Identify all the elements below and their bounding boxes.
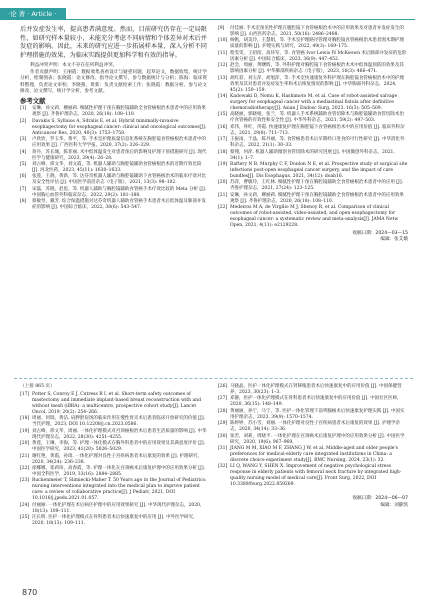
reference-number: [4] [20,149,27,155]
reference-item [20,199,207,211]
reference-item [218,434,408,446]
reference-item [218,162,408,180]
reference-number: [19] [20,428,30,434]
reference-item [20,441,207,453]
upper-left-column [20,26,207,212]
reference-number: [16] [218,124,228,130]
reference-text: 徐娜娜，崔莉珍，高春霞，等. 护理一体化在宫颈癌术后康复护理中的应用效果分析 [J]. 中国全科医学，2019, 33(16): 2884–2885. [32,465,206,477]
lower-right-column [218,384,408,509]
reference-text: 谢红艳，黄霞，孙琦. 一体化护理对良性子宫疾病患者术后康复的效果 [J]. 护理研究，2020, 34(24): 236–238. [32,453,202,465]
reference-number: [27] [218,396,228,402]
reference-text: 苏萍，曹敏玲，王红林. 细腻性护理干预在胸腔镜辅助全食管癌根治术患者中的应用 [J]. 齐鲁护理杂志，2021, 27(24): 123–125. [230,180,404,192]
received-date: 收稿日期：2024—03—15 [352,231,408,237]
reference-number: [10] [218,38,228,44]
reference-number: [20] [218,180,228,186]
reference-number: [19] [218,161,228,167]
reference-list [218,384,408,488]
reference-number: [8] [20,199,27,205]
reference-number: [21] [218,192,228,198]
reference-text: 邓伟，佟红，佟霞. 快速康复护理在胸腔镜下食管癌根治术中的应用价值 [J]. 临床外科杂志，2021, 29(8): 711–713. [230,124,405,136]
reference-item [20,137,207,149]
reference-text: 张若，刘莉，周晓平. 一体化护理在宫颈癌术后康复护理中的应用效果分析 [J]. 中国医学研究，2020, 19(6): 967–969. [230,433,405,445]
reference-item [20,119,207,137]
reference-text: 安琳，孙文莉，柳丽莉. 细腻性护理干预在胸腔镜辅助全食管癌根治术患者中的应用效果观察 [J]. 齐鲁护理杂志，2020, 26(18): 108–110. [230,192,404,204]
reference-text: 黄莲，王琳，李海，等. 护理一体化模式在胸外科患者中的应用效果及其满意度评价 [J]. 中国医学研究，2023, 41(20): 5026–5029. [32,441,206,453]
reference-number: [25] [20,515,30,521]
reference-item [20,454,207,466]
body-paragraph: 后并发症发生率，提高患者满意度。然而，目前研究仍存在一定局限性，如研究样本量较小，未能充分考虑不同病情和个体差异对术后并发症的影响。因此，未来的研究应进一步拓展样本量，深入分析不同护理措施的效果，为临床实践提供更加科学和有效的指导。 [20,26,207,59]
reference-number: [22] [218,205,228,211]
reference-item [20,503,207,515]
reference-text: LI Q, WANG Y, SHEN X. Improvement of negative psychological stress response in elderly patients with femoral neck fracture by integrated high-quality nursing model of medical care[J]. Front Surg, 2022, DOI 10.3389/fsurg.2022.859269. [230,464,402,488]
reference-text: JIANG M M, XIAO M F, ZHANG J W, et al. Middle-aged and older people's preferences for medical-elderly care integrated institutions in China: a discrete choice experiment study[J]. BMC Nursing, 2024, 23(1): 32. [230,445,398,463]
reference-text: 杨帆，胡美玲，王慧娟，等. 手术室护理路径管理对胸腔镜食管癌根治术患者围术期护理质量的影响 [J]. 护理实践与研究，2022, 49(3): 169–175. [230,38,404,50]
reference-item [20,478,207,502]
reference-number: [26] [218,384,228,389]
header-rule [0,19,415,20]
reference-text: 安琳，孙文莉，柳丽莉. 细腻性护理干预在胸腔镜辅助全食管癌根治术患者中的应用效果观察 [J]. 齐鲁护理杂志，2020, 26(18): 108–110. [32,106,206,118]
reference-item [218,464,408,488]
reference-number: [5] [20,161,27,167]
reference-item [218,137,408,149]
reference-number: [1] [20,106,27,112]
reference-text: 高晓丽，郭晓娟，张兰，等. 机器人手术系统辅助食管切除术与胸腔镜辅助食管切除术治疗食管癌的有效性和安全性 [J]. 中华外科杂志，2021, 59(2): 497–503. [230,112,404,124]
references-heading: 参考文献 [20,97,46,106]
reference-item [218,125,408,137]
reference-item [218,51,408,63]
conflict-statement: 利益冲突声明：本文不存在任何利益冲突。 [30,63,118,69]
reference-list [20,106,207,211]
reference-text: 蔡敏琴，戴芳. 综合保温措施对达芬奇机器人辅助食管癌手术患者术后低体温及肺部并发症的影响 [J]. 中国综合临床，2022, 38(6): 543–547. [32,199,206,211]
reference-item [20,429,207,441]
reference-item [218,421,408,433]
reference-text: 卢欣欣，罗玉华，黄平，等. 手术室护理质量信息化系统在胸腔镜食管癌根治术患者中的应用效果 [J]. 广西医科大学学报，2020, 37(2): 326–329. [32,137,206,149]
section-tag: ·论 著 · Article · [0,8,66,20]
reference-number: [23] [20,478,30,484]
reference-text: 赵会，周丽，黄曙辉，等. 外科护理对胸腔镜下食管癌根治术术中低体温预防的效果及其影响因素分析 [J]. 中华肺部疾病杂志（电子版），2023, 16(3): 466–471. [230,63,404,75]
reference-item [218,63,408,75]
reference-item [218,384,408,396]
page-number: 870 [22,588,38,597]
reference-number: [31] [218,445,228,451]
reference-text: 付丽丽. 一体化护理在术后病区护理中的应用效果研究 [J]. 中华现代护理杂志，2020, 18(13): 109–111. [32,502,202,514]
reference-text: 宋磊，苏晓，赵思，等. 机器人辅助与胸腔镜辅助食管癌手术疗效比较的 Meta 分析 [J]. 中国胸心血管外科临床杂志，2022, 29(2): 181–188. [32,186,207,198]
reference-number: [18] [218,149,228,155]
reference-text: 陈婷婷，苏小雪，刘丽. 一体化护理对良性子宫疾病患者术后康复的效果 [J]. 护理学杂志，2020, 34(14): 33–36. [230,421,400,433]
reference-text: 周丽、何瑞、黄洁. 肩胛舒肩汤的临床作用在慢性胃炎术后患者临床开放研究的价值 [J]. 当代护理，2023, DOI 10.12208/j.cn.2023.0586. [32,416,206,428]
reference-number: [29] [218,421,228,427]
reference-text: Kadowaki D, Nomu K, Hashimoto M, et al. Case of robot-assisted salvage surgery for esophageal cancer with a mediastinal fistula after definitive chemoradiotherapy[J]. Asian J Endosc Surg, 2023, 16(3): 505–509. [230,93,398,111]
reference-text: 张莲，王晓，黄新，等. 达芬奇机器人辅助与胸腔镜辅助下食管癌根治术的临床疗效对比及安全性评估 [J]. 中国医学前沿杂志（电子版），2021, 13(3): 98–102. [32,174,206,186]
reference-item [218,38,408,50]
reference-text: 刘占峰，邢文华，刘文霞，等. 机器人辅助与胸腔镜辅助食管癌根治术的近期疗效比较 [J]. 河北医药，2023, 45(11): 1630–1633. [32,161,202,173]
reference-text: 黄丽丽，孙宁，马宁，等. 医护一体化管理下前列腺癌术后快速康复护理实践 [J]. 中国实用护理杂志，2023, 39(9): 1570–1574. [230,408,405,420]
reference-number: [20] [20,441,30,447]
reference-item [20,466,207,478]
reference-number: [22] [20,465,30,471]
reference-number: [14] [218,93,228,99]
reference-item [218,446,408,464]
reference-number: [9] [218,26,225,31]
reference-text: 蔡翔，何萍. 机器人辅助微创食管切除术的研究进展 [J]. 中国微创外科杂志，2021, 34(1): 1–7. [230,149,395,161]
reference-text: 付佳丽. 手术室预见性护理在腹腔镜下食管癌根治术中的应用效果及对患者并发症发生的影响 [J]. 山西医药杂志，2021, 50(16): 2486–2488. [230,26,404,37]
reference-number: [13] [218,75,228,81]
reference-text: 马晓晶，医护一体化护理模式在肾移植患者术后快速康复中的应用价值 [J]. 中国保健营养，2023, 30(23): 1–3. [230,384,402,395]
reference-number: [11] [218,50,228,56]
reference-text: Ruckenmeier T, Slimiecki-Maher T. 50 Years ago in the Journal of Pediatrics: nursing interventions integrated into the medical plan to improve patient care: a review of collaborative practice[J]. J Pediatr, 2021, DOI 10.1016/j.jpeds.2021.01.057. [32,478,207,502]
reference-item [218,76,408,94]
reference-item [20,187,207,199]
reference-number: [12] [218,63,228,69]
reference-text: 蒋丹，苏长城，陈菲丽. 术中低体温发生对患者预后的影响及护理干预措施研究 [J]. 现代医学与健康研究，2023, 29(4): 26–28. [32,149,207,161]
reference-number: [17] [20,392,30,397]
reference-text: 邓静，医护一体化护理模式在骨科患者术后快速康复中的应用价值 [J]. 中国社区医师，2020, 36(15): 148–149. [230,396,402,408]
reference-item [218,193,408,205]
section-divider [14,378,413,379]
reference-number: [3] [20,137,27,143]
article-header [0,8,427,20]
reference-number: [21] [20,453,30,459]
reference-text: 胡红彩，刘玉萍，胡旭萍，等. 手术室快速康复外科护理在胸腔镜食管癌根治术中的护理效果及其对患者并发症发生率和术后恢复情况的影响 [J]. 中华胸部外科杂志，2024, 45(2): 150–159. [230,75,404,93]
reference-item [218,396,408,408]
reference-number: [30] [218,433,228,439]
reference-item [218,205,408,229]
reference-text: Medeiros M A, de Virgilio M J, Shenoy R, et al. Comparison of clinical outcomes of robot-assisted, video-assisted, and open esophagectomy for esophageal cancer: a systematic review and meta-analysis[J]. JAMA Netw Open, 2021, 4(11): e2129228. [230,205,399,229]
reference-item [20,416,207,428]
reference-item [20,150,207,162]
reference-text: 程雯雯，王绍绍，高环军，等. 食管癌 Ivor Lewis 和 McKeown 术后肺部并发症的危险因素分析 [J]. 中国综合临床，2023, 36(9): 447–452. [230,50,407,62]
reference-item [20,162,207,174]
reference-item [20,174,207,186]
editor-name: 编辑：刘静凯 [380,502,408,508]
editor-name: 编辑：张艾娥 [380,237,408,243]
reference-item [218,150,408,162]
reference-text: Raftery N B, Murphy C F, Donlon N E, et al. Prospective study of surgical site infections post-open esophageal cancer surgery, and the impact of care bundles[J]. Dis Esophagus, 2021, 34(12): doab16. [230,161,408,179]
reference-item [20,392,207,416]
received-date: 收稿日期：2024—06—07 [352,496,408,502]
reference-number: [18] [20,416,30,422]
upper-right-column [218,26,408,244]
reference-number: [32] [218,464,228,470]
reference-number: [17] [218,137,228,143]
author-contribution: 作者贡献声明：王丽霞：数据收集查看设计与疑惑问题，起草论文，数据收集，统计学分析，绘制图表；张晓霞：论文修改、指导论文撰写，参与数据统计与分析；陈海：临床资料整理，负责论文审校；李晓燕、黄新：负责文献检索工作；张晓霞：数据分析，参与论文修改，论文撰写，统计学分析，参考文献。 [20,69,207,94]
reference-number: [7] [20,186,27,192]
reference-number: [28] [218,408,228,414]
reference-item [218,409,408,421]
reference-item [20,515,207,527]
reference-number: [6] [20,174,27,180]
reference-text: 刘占峰，邢文华，周丽. 一体化护理模式对宫颈癌根治术后患者生活质量的影响 [J]. 中华现代护理杂志，2022, 28(30): 4251–4255. [32,428,207,440]
reference-number: [2] [20,118,27,124]
lower-left-column [20,384,207,528]
reference-item [20,106,207,118]
reference-list [218,26,408,229]
reference-item [218,112,408,124]
reference-text: Potter S, Conroy E J, Cutress R I, et al. Short-term safety outcomes of mastectomy and immediate implant-based breast reconstruction with and without mesh (iBRA): a multicentre, prospective cohort study[J]. Lancet Oncol, 2019, 20(2): 254–266. [32,392,201,415]
reference-text: 汪长明. 医护一体化护理模式在骨科患者术后快速康复中的应用 [J]. 中外医学研究，2020, 18(13): 109–111. [32,515,198,527]
reference-list [20,392,207,527]
reference-item [218,26,408,38]
reference-item [218,180,408,192]
continuation-note: （上接 865 页） [20,384,55,389]
reference-text: 王振雨，于晶，陈丹丽，等. 食管癌患者术后早期经口进食的可行性研究 [J]. 中华消化外科杂志，2022, 21(1): 30–33. [230,137,405,149]
reference-item [218,94,408,112]
reference-number: [15] [218,112,228,118]
reference-text: Davakis S, Syllaios A, Sdralis E, et al. Hybrid minimally-invasive esophagectomy for esophageal cancer: clinical and oncological outcomes[J]. Anticancer Res, 2020, 40(3): 1753–1758. [32,118,207,136]
reference-number: [24] [20,502,30,508]
